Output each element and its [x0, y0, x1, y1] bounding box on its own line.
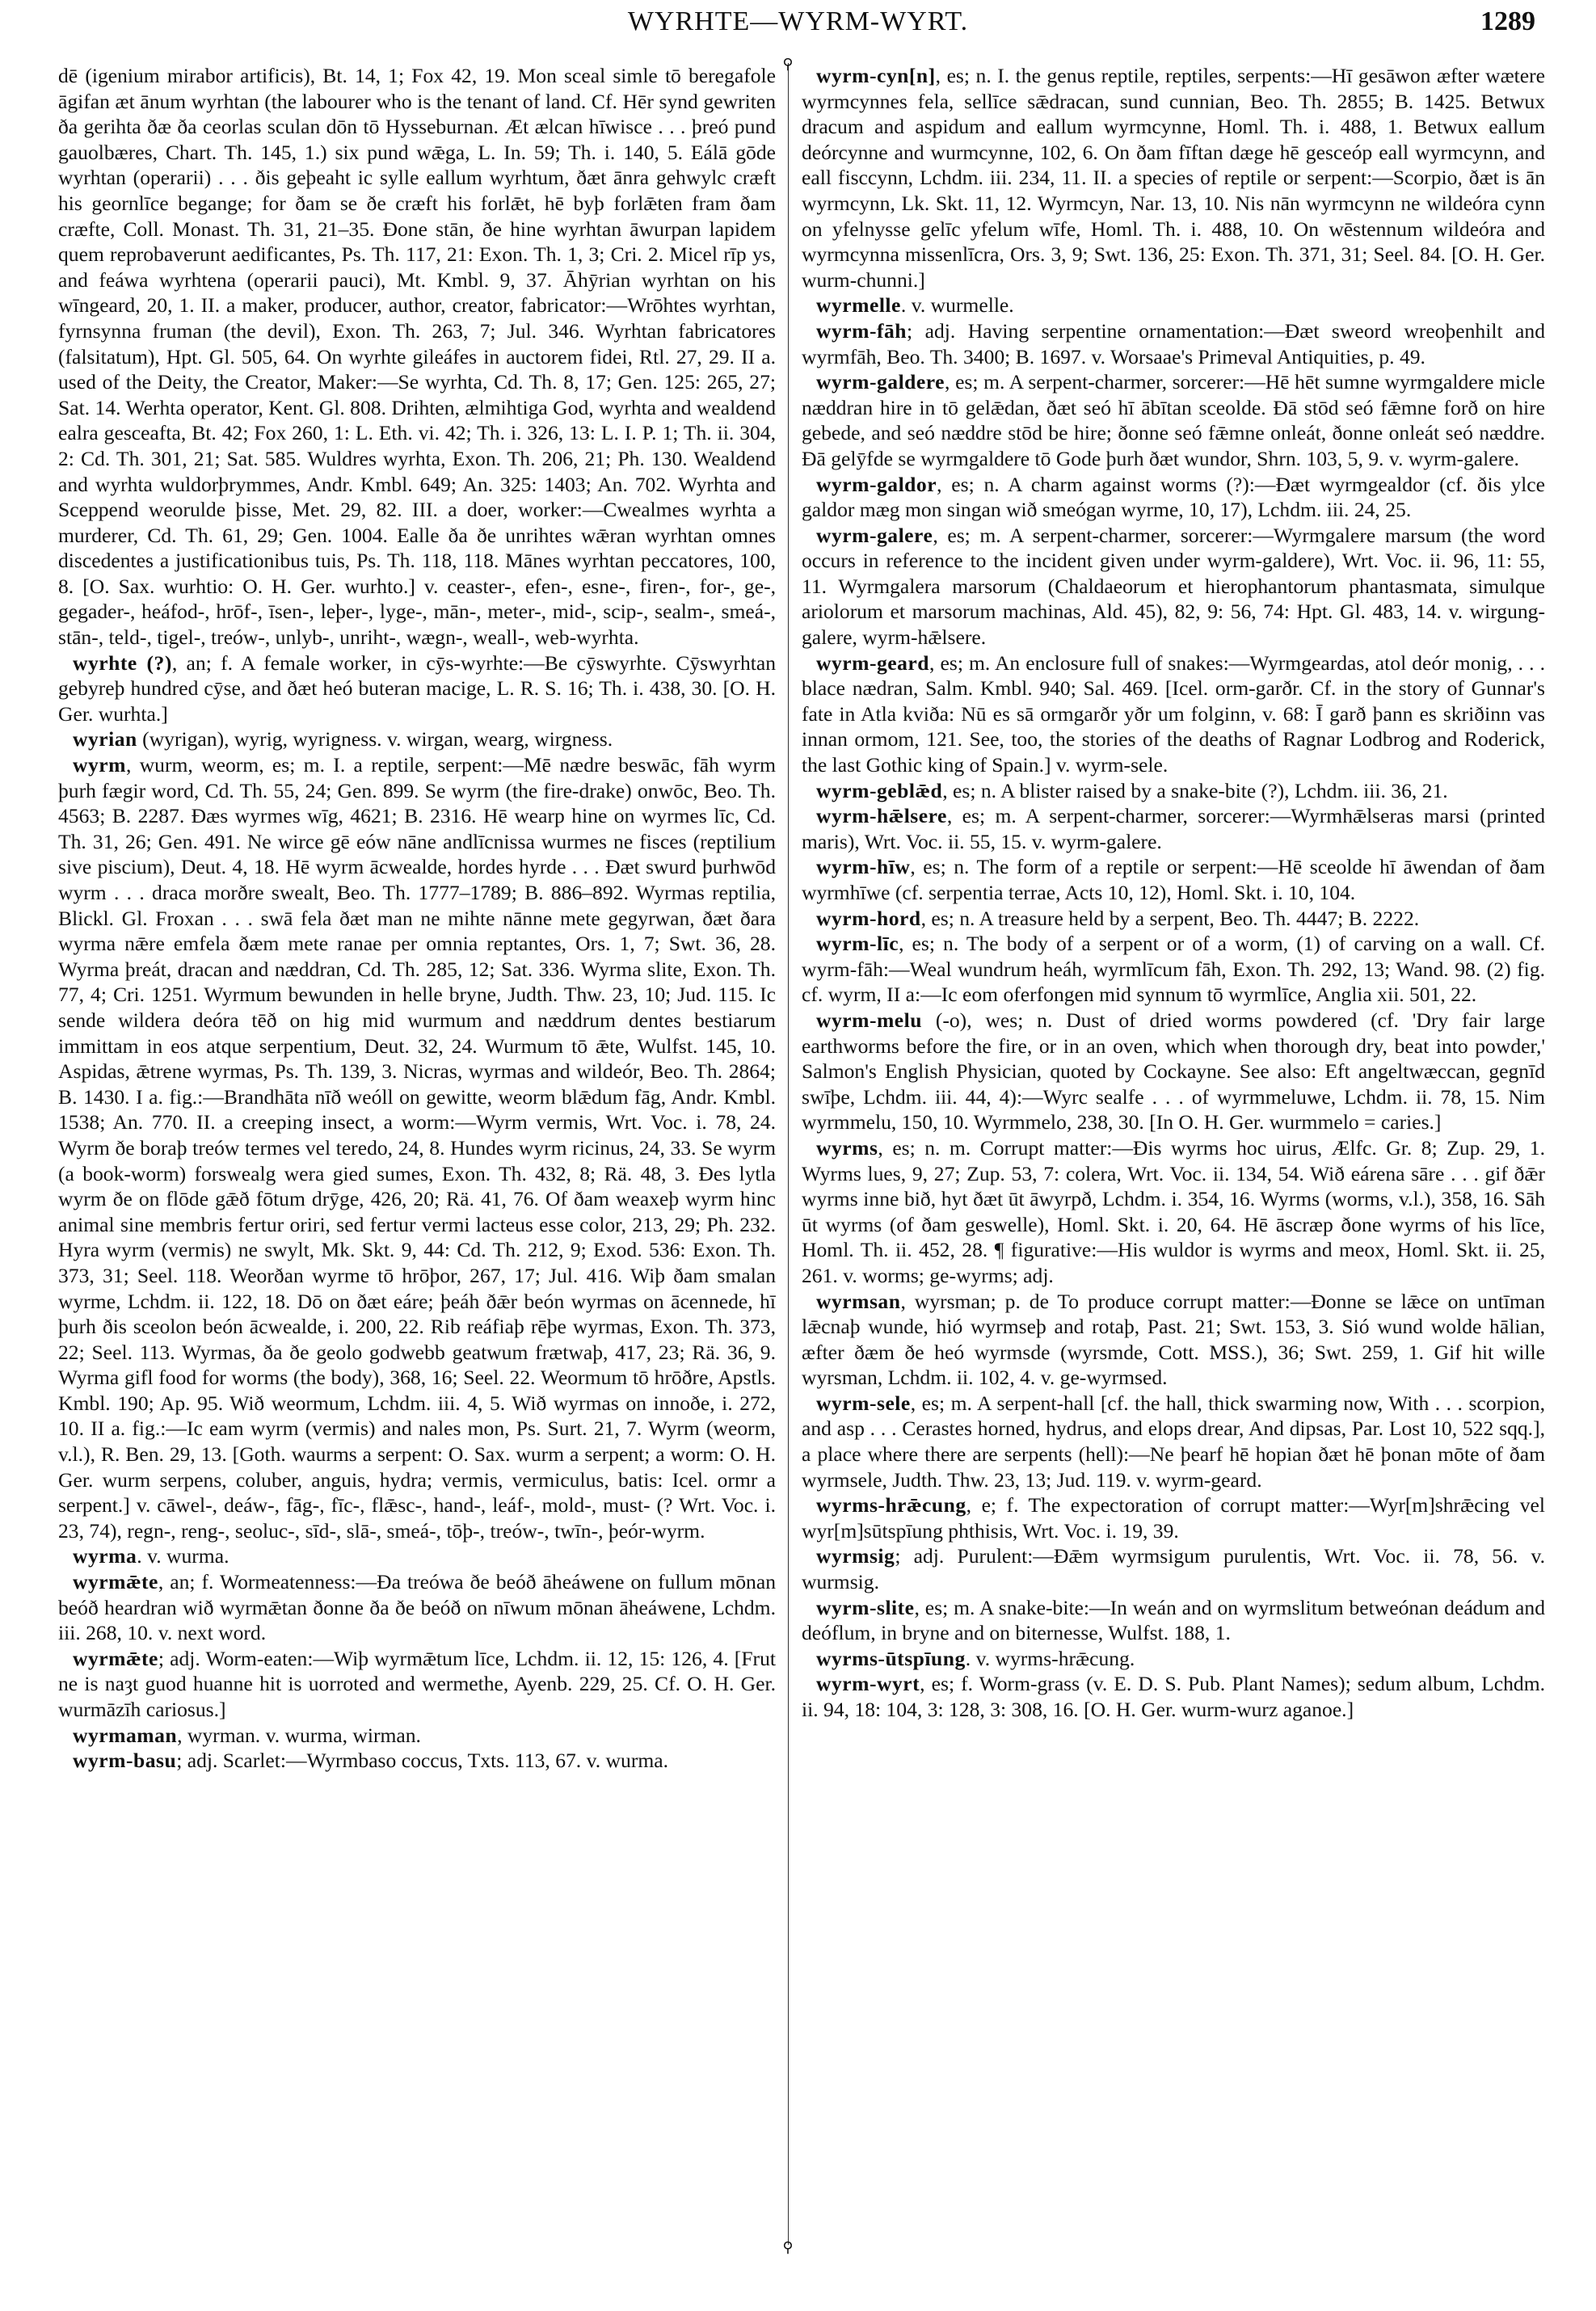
entry-text: (-o), wes; n. Dust of dried worms powdered (cf. 'Dry fair large earthworms before the fire, or in an oven, which when thorough dry, beat into powder,' Salmon's English Physician, quoted by Cockayne. See also: Eft angeltwæccan, gegnīd swīþe, Lchdm. iii. 44, 4):—Wyrc sealfe . . . of wyrmmeluwe, Lchdm. ii. 78, 15. Nim wyrmmelu, 150, 10. Wyrmmelo, 238, 30. [In O. H. Ger. wurmmelo = caries.] [802, 1008, 1545, 1134]
headword: wyrm-līc [816, 932, 899, 956]
entry-text: dē (igenium mirabor artificis), Bt. 14, 1; Fox 42, 19. Mon sceal simle tō beregafole āgifan æt ānum wyrhtan (the labourer who is the tenant of land. Cf. Hēr synd gewriten ða gerihta ðæ ða ceorlas sculan dōn tō Hysseburnan. Æt ælcan hīwisce . . . þreó pund gauolbæres, Chart. Th. 145, 1.) six pund wǣga, L. In. 59; Th. i. 140, 5. Eálā gōde wyrhtan (operarii) . . . ðis geþeaht ic sylle eallum wyrhtum, ðæt ānra gehwylc cræft his geornlīce begange; for ðam se ðe cræft his forlǣt, hē byþ forlǣten fram ðam cræfte, Coll. Monast. Th. 31, 21–35. Ðone stān, ðe hine wyrhtan āwurpan lapidem quem reprobaverunt aedificantes, Ps. Th. 117, 21: Exon. Th. 1, 3; Cri. 2. Micel rīp ys, and feáwa wyrhtena (operarii pauci), Mt. Kmbl. 9, 37. Āhȳrian wyrhtan on his wīngeard, 20, 1. II. a maker, producer, author, creator, fabricator:—Wrōhtes wyrhtan, fyrnsynna fruman (the devil), Exon. Th. 263, 7; Jul. 346. Wyrhtan fabricatores (falsitatum), Hpt. Gl. 505, 64. On wyrhte gileáfes in auctorem fidei, Rtl. 27, 29. II a. used of the Deity, the Creator, Maker:—Se wyrhta, Cd. Th. 8, 17; Gen. 125: 265, 27; Sat. 14. Werhta operator, Kent. Gl. 808. Drihten, ælmihtiga God, wyrhta and wealdend ealra gesceafta, Bt. 42; Fox 260, 1: L. Eth. vi. 42; Th. i. 326, 13: L. I. P. 1; Th. ii. 304, 2: Cd. Th. 301, 21; Sat. 585. Wuldres wyrhta, Exon. Th. 206, 21; Ph. 130. Wealdend and wyrhta wuldorþrymmes, Andr. Kmbl. 649; An. 325: 1403; An. 702. Wyrhta and Sceppend weorulde þisse, Met. 29, 82. III. a doer, worker:—Cwealmes wyrhta a murderer, Cd. Th. 61, 29; Gen. 1004. Ealle ða ðe unrihtes wǣran wyrhtan omnes discedentes a justificationibus tuis, Ps. Th. 118, 118. Mānes wyrhtan peccatores, 100, 8. [O. Sax. wurhtio: O. H. Ger. wurhto.] v. ceaster-, efen-, esne-, firen-, for-, ge-, gegader-, heáfod-, hrōf-, īsen-, leþer-, lyge-, mān-, meter-, mid-, scip-, sealm-, smeá-, stān-, teld-, tigel-, treów-, unlyb-, unriht-, wægn-, weall-, web-wyrhta. [58, 64, 776, 650]
entry-text: , es; n. The form of a reptile or serpent:—Hē sceolde hī āwendan of ðam wyrmhīwe (cf. serpentia terrae, Acts 10, 12), Homl. Skt. i. 10, 104. [802, 855, 1545, 904]
dictionary-entry [802, 63, 1545, 293]
dictionary-entry [58, 1569, 776, 1646]
entry-text: . v. wurmelle. [900, 293, 1014, 318]
dictionary-entry [802, 1595, 1545, 1646]
dictionary-entry [58, 63, 776, 650]
dictionary-entry [802, 1492, 1545, 1543]
entry-text: , wyrman. v. wurma, wirman. [177, 1723, 421, 1747]
dictionary-entry [802, 369, 1545, 471]
page-header [0, 6, 1596, 42]
entry-text: , es; n. I. the genus reptile, reptiles, serpents:—Hī gesāwon æfter wætere wyrmcynnes fela, sellīce sǣdracan, sund cunnian, Beo. Th. 2855; B. 1425. Betwux dracum and aspidum and eallum wyrmcynne, Homl. Th. i. 488, 1. Betwux eallum deórcynne and wurmcynne, 102, 6. On ðam fīftan dæge hē gesceóp eall wyrmcynn, and eall fisccynn, Lchdm. iii. 234, 11. II. a species of reptile or serpent:—Scorpio, ðæt is ān wyrmcynn, Lk. Skt. 11, 12. Wyrmcyn, Nar. 13, 10. Nis nān wyrmcynn ne wildeóra cynn on yfelnysse gelīc yfelum wīfe, Homl. Th. i. 488, 10. On wēstennum wildeóra and wyrmcynna missenlīcra, Ors. 3, 9; Swt. 136, 25: Exon. Th. 371, 31; Seel. 84. [O. H. Ger. wurm-chunni.] [802, 64, 1545, 292]
entry-text: , an; f. Wormeatenness:—Ða treówa ðe beóð āheáwene on fullum mōnan beóð heardran wið wyrmǣtan ðonne ða ðe beóð on nīwum mōnan āheáwene, Lchdm. iii. 268, 10. v. next word. [58, 1570, 776, 1645]
entry-text: , es; n. A charm against worms (?):—Ðæt wyrmgealdor (cf. ðis ylce galdor mæg mon singan wið smeógan wyrme, 10, 17), Lchdm. iii. 24, 25. [802, 472, 1545, 522]
dictionary-entry [802, 318, 1545, 369]
headword: wyrmaman [73, 1723, 178, 1747]
headword: wyrian [73, 727, 137, 751]
dictionary-entry [802, 1391, 1545, 1492]
entry-text: , es; m. A serpent-hall [cf. the hall, thick swarming now, With . . . scorpion, and asp . . . Cerastes horned, hydrus, and elops drear, And dipsas, Par. Lost 10, 522 sqq.], a place where there are serpents (hell):—Ne þearf hē hopian ðæt hē þonan mōte of ðam wyrmsele, Judth. Thw. 23, 13; Jud. 119. v. wyrm-geard. [802, 1391, 1545, 1492]
headword: wyrmsan [816, 1289, 901, 1313]
headword: wyrmǣte [73, 1570, 158, 1594]
column-divider [788, 63, 789, 2245]
entry-text: , es; m. A snake-bite:—In weán and on wyrmslitum betweónan deádum and deóflum, in bryne and on biternesse, Wulfst. 188, 1. [802, 1595, 1545, 1645]
dictionary-entry [802, 650, 1545, 778]
headword: wyrm-geblǣd [816, 778, 943, 802]
dictionary-entry [58, 1646, 776, 1723]
entry-text: ; adj. Scarlet:—Wyrmbaso coccus, Txts. 113, 67. v. wurma. [176, 1749, 669, 1773]
entry-text: , e; f. The expectoration of corrupt matter:—Wyr[m]shrǣcing vel wyr[m]sūtspīung phthisis, Wrt. Voc. i. 19, 39. [802, 1493, 1545, 1543]
dictionary-entry [802, 1135, 1545, 1289]
entry-text: , es; m. An enclosure full of snakes:—Wyrmgeardas, atol deór monig, . . . blace nædran, Salm. Kmbl. 940; Sal. 469. [Icel. orm-garðr. Cf. in the story of Gunnar's fate in Atla kviða: Nū es sā ormgarðr yðr um folginn, v. 68: Ī garð þann es skriðinn vas innan ormom, 121. See, too, the stories of the deaths of Ragnar Lodbrog and Roderick, the last Gothic king of Spain.] v. wyrm-sele. [802, 650, 1545, 777]
entry-text: , an; f. A female worker, in cȳs-wyrhte:—Be cȳswyrhte. Cȳswyrhtan gebyreþ hundred cȳse, and ðæt heó buteran macige, L. R. S. 16; Th. i. 438, 30. [O. H. Ger. wurhta.] [58, 650, 776, 726]
entry-text: . v. wurma. [137, 1544, 230, 1568]
dictionary-entry [802, 854, 1545, 905]
dictionary-entry [802, 472, 1545, 523]
headword: wyrms [816, 1135, 878, 1160]
headword: wyrm-hīw [816, 855, 911, 879]
dictionary-entry [802, 803, 1545, 854]
headword: wyrm-geard [816, 650, 930, 675]
entry-text: ; adj. Having serpentine ornamentation:—Ðæt sweord wreoþenhilt and wyrmfāh, Beo. Th. 3400; B. 1697. v. Worsaae's Primeval Antiquities, p. 49. [802, 318, 1545, 368]
headword: wyrmelle [816, 293, 901, 318]
dictionary-entry [58, 1543, 776, 1569]
headword: wyrm-hǣlsere [816, 804, 947, 828]
entry-text: , es; n. A blister raised by a snake-bite (?), Lchdm. iii. 36, 21. [942, 778, 1448, 802]
entry-text: , es; f. Worm-grass (v. E. D. S. Pub. Plant Names); sedum album, Lchdm. ii. 94, 18: 104, 3: 128, 3: 308, 16. [O. H. Ger. wurm-wurz aganoe.] [802, 1672, 1545, 1721]
dictionary-entry [58, 726, 776, 752]
dictionary-entry [802, 293, 1545, 318]
entry-text: ; adj. Purulent:—Ðǣm wyrmsigum purulentis, Wrt. Voc. ii. 78, 56. v. wurmsig. [802, 1544, 1545, 1594]
headword: wyrm-hord [816, 906, 921, 930]
dictionary-entry [58, 1723, 776, 1749]
headword: wyrm-sele [816, 1391, 911, 1415]
entry-text: . v. wyrms-hrǣcung. [965, 1646, 1135, 1670]
dictionary-entry [802, 1646, 1545, 1672]
dictionary-entry [802, 778, 1545, 804]
dictionary-entry [802, 1008, 1545, 1135]
dictionary-entry [58, 752, 776, 1543]
entry-text: ; adj. Worm-eaten:—Wiþ wyrmǣtum līce, Lchdm. ii. 12, 15: 126, 4. [Frut ne is naȝt guod huanne hit is uorroted and wermethe, Ayenb. 229, 25. Cf. O. H. Ger. wurmāzīh cariosus.] [58, 1646, 776, 1721]
headword: wyrm-cyn[n] [816, 64, 936, 87]
entry-text: , wyrsman; p. de To produce corrupt matter:—Ðonne se lǣce on untīman lǣcnaþ wunde, hió wyrmseþ and rotaþ, Past. 21; Swt. 153, 3. Sió wund wolde hālian, æfter ðæm ðe heó wyrmsde (wyrsmde, Cott. MSS.), 36; Swt. 259, 1. Gif hit wille wyrsman, Lchdm. ii. 102, 4. v. ge-wyrmsed. [802, 1289, 1545, 1390]
headword: wyrmsig [816, 1544, 895, 1568]
headword: wyrm-basu [73, 1749, 177, 1773]
entry-text: , es; n. The body of a serpent or of a worm, (1) of carving on a wall. Cf. wyrm-fāh:—Weal wundrum heáh, wyrmlīcum fāh, Exon. Th. 292, 13; Wand. 98. (2) fig. cf. wyrm, II a:—Ic eom oferfongen mid synnum tō wyrmlīce, Anglia xii. 501, 22. [802, 932, 1545, 1007]
dictionary-entry [58, 650, 776, 727]
headword: wyrm-galdor [816, 472, 937, 496]
entry-text: , es; m. A serpent-charmer, sorcerer:—Wyrmhǣlseras marsi (printed maris), Wrt. Voc. ii. 55, 15. v. wyrm-galere. [802, 804, 1545, 853]
entry-text: , wurm, weorm, es; m. I. a reptile, serpent:—Mē nædre beswāc, fāh wyrm þurh fægir word, Cd. Th. 55, 24; Gen. 899. Se wyrm (the fire-drake) onwōc, Beo. Th. 4563; B. 2287. Ðæs wyrmes wīg, 4621; B. 2316. Hē wearp hine on wyrmes līc, Cd. Th. 31, 26; Gen. 491. Ne wirce gē eów nāne andlīcnissa wurmes ne fisces (reptilium sive piscium), Deut. 4, 18. Hē wyrm ācwealde, hordes hyrde . . . Ðæt swurd þurhwōd wyrm . . . draca morðre swealt, Beo. Th. 1777–1789; B. 886–892. Wyrmas reptilia, Blickl. Gl. Froxan . . . swā fela ðæt man ne mihte nānne mete gegyrwan, ðæt ðara wyrma nǣre emfela ðæm mete ranae per omnia reptantes, Ors. 1, 7; Swt. 36, 28. Wyrma þreát, dracan and næddran, Cd. Th. 285, 12; Sat. 336. Wyrma slite, Exon. Th. 77, 4; Cri. 1251. Wyrmum bewunden in helle bryne, Judth. Thw. 23, 10; Jud. 115. Ic sende wildera deóra tēð on hig mid wurmum and næddrum dentes bestiarum immittam in eos atque serpentium, Deut. 32, 24. Wurmum tō ǣte, Wulfst. 145, 10. Aspidas, ǣtrene wyrmas, Ps. Th. 139, 3. Nicras, wyrmas and wildeór, Beo. Th. 2864; B. 1430. I a. fig.:—Brandhāta nīð weóll on gewitte, weorm blǣdum fāg, Andr. Kmbl. 1538; An. 770. II. a creeping insect, a worm:—Wyrm vermis, Wrt. Voc. i. 78, 24. Wyrm ðe boraþ treów termes vel teredo, 24, 8. Hundes wyrm ricinus, 24, 33. Se wyrm (a book-worm) forswealg wera gied sumes, Exon. Th. 432, 8; Rä. 48, 3. Ðes lytla wyrm ðe on flōde gǣð fōtum drȳge, 426, 20; Rä. 41, 76. Of ðam weaxeþ wyrm hinc animal sine membris fertur oriri, sed fertur vermi lacteus esse color, 213, 29; Ph. 232. Hyra wyrm (vermis) ne swylt, Mk. Skt. 9, 44: Cd. Th. 212, 9; Exod. 536: Exon. Th. 373, 31; Seel. 118. Weorðan wyrme tō hrōþor, 267, 17; Jul. 416. Wiþ ðam smalan wyrme, Lchdm. ii. 122, 18. Dō on ðæt eáre; þeáh ðǣr beón wyrmas on ācennede, hī þurh ðis sceolon beón ācwealde, i. 200, 22. Rib reáfiaþ rēþe wyrmas, Exon. Th. 373, 22; Seel. 113. Wyrmas, ða ðe geolo godwebb geatwum frætwaþ, 417, 23; Rä. 36, 9. Wyrma gifl food for worms (the body), 368, 16; Seel. 22. Weormum tō hrōðre, Apstls. Kmbl. 190; Ap. 95. Wið weormum, Lchdm. iii. 4, 5. Wið wyrmas on innoðe, i. 272, 10. II a. fig.:—Ic eam wyrm (vermis) and nales mon, Ps. Surt. 21, 7. Wyrm (weorm, v.l.), R. Ben. 29, 13. [Goth. waurms a serpent: O. Sax. wurm a serpent; a worm: O. H. Ger. wurm serpens, coluber, anguis, hydra; vermis, vermiculus, batis: Icel. ormr a serpent.] v. cāwel-, deáw-, fāg-, fīc-, flǣsc-, hand-, leáf-, mold-, must- (? Wrt. Voc. i. 23, 74), regn-, reng-, seoluc-, sīd-, slā-, smeá-, tōþ-, treów-, twīn-, þeór-wyrm. [58, 753, 776, 1543]
entry-text: , es; n. m. Corrupt matter:—Ðis wyrms hoc uirus, Ælfc. Gr. 8; Zup. 29, 1. Wyrms lues, 9, 27; Zup. 53, 7: colera, Wrt. Voc. ii. 134, 54. Wið eárena sāre . . . gif ðǣr wyrms inne bið, hyt ðæt ūt āwyrpð, Lchdm. i. 354, 16. Wyrms (worms, v.l.), 358, 16. Sāh ūt wyrms (of ðam geswelle), Homl. Skt. i. 20, 64. Hē āscræp ðone wyrms of his līce, Homl. Th. ii. 452, 28. ¶ figurative:—His wuldor is wyrms and meox, Homl. Skt. ii. 25, 261. v. worms; ge-wyrms; adj. [802, 1135, 1545, 1287]
headword: wyrm [73, 753, 126, 777]
dictionary-entry [58, 1748, 776, 1774]
headword: wyrm-wyrt [816, 1672, 920, 1696]
headword: wyrm-galdere [816, 370, 945, 394]
dictionary-entry [802, 1289, 1545, 1391]
divider-ornament-icon: ⚲ [782, 2239, 794, 2255]
entry-text: (wyrigan), wyrig, wyrigness. v. wirgan, wearg, wirgness. [137, 727, 613, 751]
dictionary-entry [802, 1543, 1545, 1594]
dictionary-entry [802, 906, 1545, 932]
headword: wyrhte (?) [73, 650, 172, 675]
right-column [802, 63, 1545, 2277]
headword: wyrmǣte [73, 1646, 158, 1670]
headword: wyrma [73, 1544, 137, 1568]
dictionary-entry [802, 523, 1545, 650]
headword: wyrm-fāh [816, 318, 907, 343]
headword: wyrm-galere [816, 523, 933, 547]
headword: wyrms-hrǣcung [816, 1493, 966, 1518]
dictionary-entry [802, 931, 1545, 1008]
entry-text: , es; m. A serpent-charmer, sorcerer:—Hē hēt sumne wyrmgaldere micle næddran hire in tō gelǣdan, ðæt seó hī ābītan sceolde. Ðā stōd seó fǣmne forð on hire gebede, and seó næddre stōd be hire; ðonne seó fǣmne onleát, ðonne onleát seó næddre. Ðā gelȳfde se wyrmgaldere tō Gode þurh ðæt wundor, Shrn. 103, 5, 9. v. wyrm-galere. [802, 370, 1545, 470]
entry-text: , es; m. A serpent-charmer, sorcerer:—Wyrmgalere marsum (the word occurs in reference to the incident given under wyrm-galdere), Wrt. Voc. ii. 96, 11: 55, 11. Wyrmgalera marsorum (Chaldaeorum et hierophantorum phantasmata, simulque ariolorum et marsorum machinas, Ald. 45), 82, 9: 56, 74: Hpt. Gl. 483, 14. v. wirgung-galere, wyrm-hǣlsere. [802, 523, 1545, 650]
left-column [58, 63, 776, 2277]
page-number: 1289 [1480, 6, 1535, 36]
headword: wyrms-ūtspīung [816, 1646, 966, 1670]
divider-ornament-icon: ⚲ [782, 56, 794, 72]
dictionary-entry [802, 1671, 1545, 1722]
running-title: WYRHTE—WYRM-WYRT. [627, 6, 969, 36]
entry-text: , es; n. A treasure held by a serpent, Beo. Th. 4447; B. 2222. [920, 906, 1420, 930]
headword: wyrm-slite [816, 1595, 915, 1619]
headword: wyrm-melu [816, 1008, 923, 1032]
